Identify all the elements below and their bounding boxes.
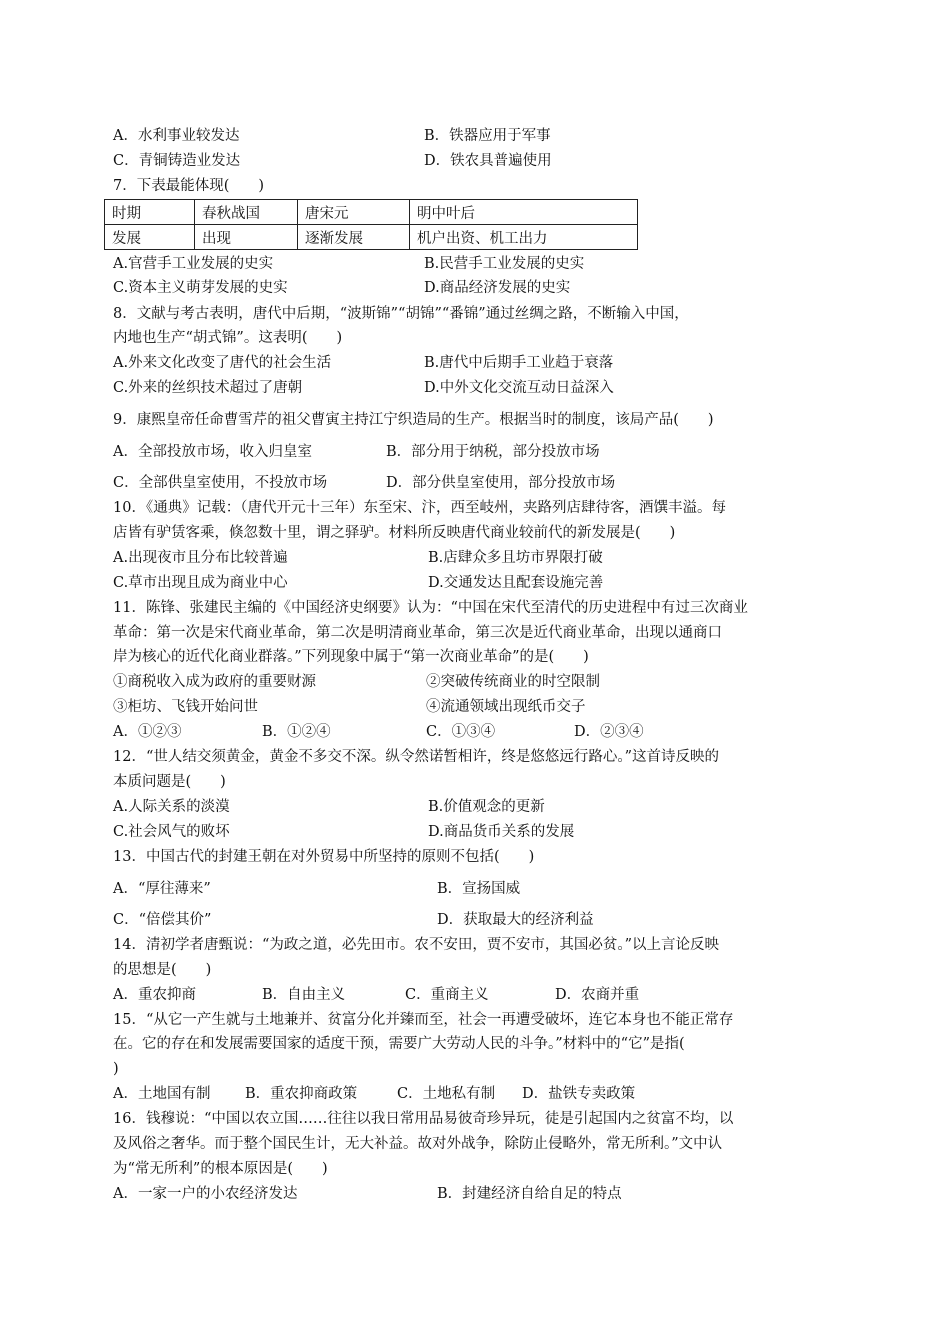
q6-option-d: D．铁农具普遍使用: [424, 153, 552, 169]
q11-stem-line1: 11．陈锋、张建民主编的《中国经济史纲要》认为：“中国在宋代至清代的历史进程中有过三次商业: [113, 600, 748, 616]
q16-option-a: A．一家一户的小农经济发达: [113, 1186, 298, 1202]
q11-item-4: ④流通领域出现纸币交子: [426, 699, 586, 715]
q16-stem-line3: 为“常无所利”的根本原因是( ): [113, 1161, 328, 1177]
q11-option-a: A．①②③: [113, 724, 182, 740]
q15-stem-line2: 在。它的存在和发展需要国家的适度干预，需要广大劳动人民的斗争。”材料中的“它”是指(: [113, 1036, 685, 1052]
table-cell: 唐宋元: [298, 200, 410, 225]
q16-stem-line1: 16．钱穆说：“中国以农立国……往往以我日常用品易彼奇珍异玩，徒是引起国内之贫富不均，以: [113, 1111, 734, 1127]
q11-stem-line3: 岸为核心的近代化商业群落。”下列现象中属于“第一次商业革命”的是( ): [113, 649, 589, 665]
q11-option-b: B．①②④: [262, 724, 331, 740]
q10-option-d: D.交通发达且配套设施完善: [428, 575, 604, 591]
q12-stem-line1: 12．“世人结交须黄金，黄金不多交不深。纵令然诺暂相许，终是悠悠远行路心。”这首诗反映的: [113, 749, 720, 765]
q11-stem-line2: 革命：第一次是宋代商业革命，第二次是明清商业革命，第三次是近代商业革命，出现以通商口: [113, 625, 722, 641]
q9-stem: 9．康熙皇帝任命曹雪芹的祖父曹寅主持江宁织造局的生产。根据当时的制度，该局产品( ): [113, 412, 714, 428]
q15-option-a: A．土地国有制: [113, 1086, 211, 1102]
q10-option-a: A.出现夜市且分布比较普遍: [113, 550, 288, 566]
table-cell: 机户出资、机工出力: [410, 225, 638, 250]
q13-option-a: A．“厚往薄来”: [113, 881, 211, 897]
q8-option-b: B.唐代中后期手工业趋于衰落: [424, 355, 614, 371]
q7-option-a: A.官营手工业发展的史实: [113, 256, 274, 272]
q6-option-c: C．青铜铸造业发达: [113, 153, 241, 169]
table-row: [105, 200, 638, 225]
q11-option-d: D．②③④: [574, 724, 644, 740]
q15-option-d: D．盐铁专卖政策: [522, 1086, 636, 1102]
q12-option-a: A.人际关系的淡漠: [113, 799, 230, 815]
q13-option-d: D．获取最大的经济利益: [437, 912, 594, 928]
q8-stem-line1: 8．文献与考古表明，唐代中后期，“波斯锦”“胡锦”“番锦”通过丝绸之路，不断输入中国，: [113, 306, 689, 322]
q6-option-b: B．铁器应用于军事: [424, 128, 551, 144]
q8-option-a: A.外来文化改变了唐代的社会生活: [113, 355, 332, 371]
q14-option-a: A．重农抑商: [113, 987, 196, 1003]
q14-stem-line2: 的思想是( ): [113, 962, 212, 978]
q8-option-c: C.外来的丝织技术超过了唐朝: [113, 380, 303, 396]
q8-option-d: D.中外文化交流互动日益深入: [424, 380, 614, 396]
q11-option-c: C．①③④: [426, 724, 496, 740]
q7-table: [104, 199, 638, 250]
q9-option-d: D．部分供皇室使用，部分投放市场: [386, 475, 616, 491]
q10-stem-line2: 店皆有驴赁客乘，倏忽数十里，谓之驿驴。材料所反映唐代商业较前代的新发展是( ): [113, 525, 676, 541]
q9-option-b: B．部分用于纳税，部分投放市场: [386, 444, 600, 460]
q14-option-b: B．自由主义: [262, 987, 346, 1003]
q7-stem: 7．下表最能体现( ): [113, 178, 265, 194]
q13-stem: 13．中国古代的封建王朝在对外贸易中所坚持的原则不包括( ): [113, 849, 535, 865]
q12-stem-line2: 本质问题是( ): [113, 774, 226, 790]
q16-option-b: B．封建经济自给自足的特点: [437, 1186, 622, 1202]
q13-option-c: C．“倍偿其价”: [113, 912, 212, 928]
q12-option-c: C.社会风气的败坏: [113, 824, 230, 840]
q8-stem-line2: 内地也生产“胡式锦”。这表明( ): [113, 330, 343, 346]
table-cell: 明中叶后: [410, 200, 638, 225]
q7-option-b: B.民营手工业发展的史实: [424, 256, 585, 272]
q14-stem-line1: 14．清初学者唐甄说：“为政之道，必先田市。农不安田，贾不安市，其国必贫。”以上言论反映: [113, 937, 720, 953]
q12-option-b: B.价值观念的更新: [428, 799, 545, 815]
q16-stem-line2: 及风俗之奢华。而于整个国民生计，无大补益。故对外战争，除防止侵略外，常无所利。”文中认: [113, 1136, 723, 1152]
table-cell: 时期: [105, 200, 195, 225]
q15-option-c: C．土地私有制: [397, 1086, 496, 1102]
q11-item-1: ①商税收入成为政府的重要财源: [113, 674, 316, 690]
q7-option-d: D.商品经济发展的史实: [424, 280, 571, 296]
table-row: [105, 225, 638, 250]
q9-option-a: A．全部投放市场，收入归皇室: [113, 444, 312, 460]
table-cell: 春秋战国: [195, 200, 298, 225]
q12-option-d: D.商品货币关系的发展: [428, 824, 575, 840]
table-cell: 逐渐发展: [298, 225, 410, 250]
q14-option-d: D．农商并重: [555, 987, 640, 1003]
q11-item-3: ③柜坊、飞钱开始问世: [113, 699, 258, 715]
q15-stem-line1: 15．“从它一产生就与土地兼并、贫富分化并臻而至，社会一再遭受破坏，连它本身也不能正常存: [113, 1012, 734, 1028]
q15-option-b: B．重农抑商政策: [245, 1086, 358, 1102]
q7-option-c: C.资本主义萌芽发展的史实: [113, 280, 288, 296]
q10-stem-line1: 10．《通典》记载：（唐代开元十三年）东至宋、汴，西至岐州，夹路列店肆待客，酒馔丰溢。每: [113, 500, 726, 516]
q9-option-c: C．全部供皇室使用，不投放市场: [113, 475, 328, 491]
q11-item-2: ②突破传统商业的时空限制: [426, 674, 600, 690]
q10-option-c: C.草市出现且成为商业中心: [113, 575, 288, 591]
table-cell: 发展: [105, 225, 195, 250]
q15-stem-line3: ): [113, 1061, 119, 1077]
q14-option-c: C．重商主义: [405, 987, 489, 1003]
table-cell: 出现: [195, 225, 298, 250]
q13-option-b: B．宣扬国威: [437, 881, 521, 897]
q10-option-b: B.店肆众多且坊市界限打破: [428, 550, 603, 566]
q6-option-a: A．水利事业较发达: [113, 128, 240, 144]
